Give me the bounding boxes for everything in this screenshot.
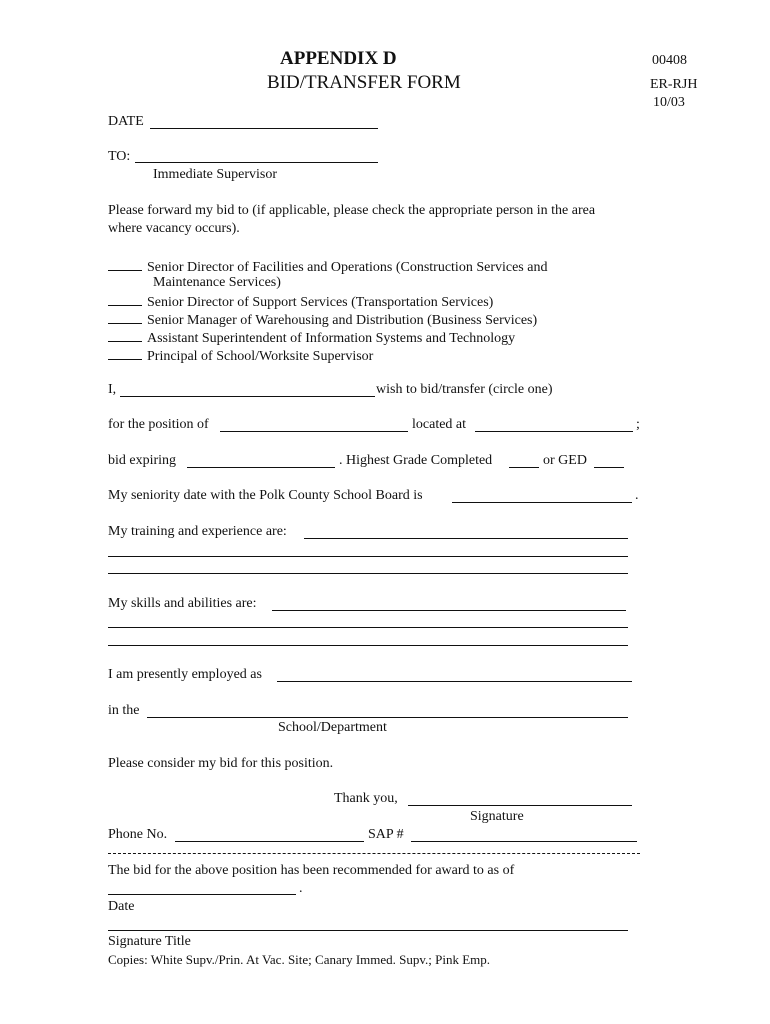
phone-field[interactable] (175, 841, 364, 842)
employed-as-field[interactable] (277, 681, 632, 682)
option-label: Assistant Superintendent of Information Systems and Technology (147, 331, 516, 346)
form-author-code: ER-RJH (650, 77, 698, 92)
thank-you-text: Thank you, (334, 791, 398, 806)
option-label: Senior Director of Support Services (Transportation Services) (147, 295, 494, 310)
form-subtitle: BID/TRANSFER FORM (267, 72, 461, 93)
school-department-field[interactable] (147, 717, 628, 718)
option-checkbox[interactable] (108, 291, 142, 306)
phone-label: Phone No. (108, 827, 168, 842)
semicolon: ; (636, 417, 640, 432)
training-label: My training and experience are: (108, 524, 287, 539)
wish-text: wish to bid/transfer (circle one) (376, 382, 553, 397)
supervisor-field[interactable] (135, 162, 378, 163)
training-field-line-1[interactable] (304, 538, 628, 539)
option-label: Senior Director of Facilities and Operations (Construction Services and (147, 260, 548, 275)
school-department-caption: School/Department (278, 720, 387, 735)
ged-label: or GED (543, 453, 587, 468)
option-facilities-cont: Maintenance Services) (153, 275, 281, 290)
position-label: for the position of (108, 417, 209, 432)
form-code: 00408 (652, 53, 687, 68)
skills-field-line-2[interactable] (108, 627, 628, 628)
recommended-text: The bid for the above position has been recommended for award to as of (108, 863, 515, 878)
option-checkbox[interactable] (108, 256, 142, 271)
sap-field[interactable] (411, 841, 637, 842)
skills-field-line-3[interactable] (108, 645, 628, 646)
i-label: I, (108, 382, 117, 397)
signature-field[interactable] (408, 805, 632, 806)
training-field-line-2[interactable] (108, 556, 628, 557)
in-the-label: in the (108, 703, 140, 718)
form-revision-date: 10/03 (653, 95, 685, 110)
option-label: Principal of School/Worksite Supervisor (147, 349, 374, 364)
option-label: Senior Manager of Warehousing and Distribution (Business Services) (147, 313, 538, 328)
recommended-period: . (299, 881, 303, 896)
date-label: DATE (108, 114, 144, 129)
location-field[interactable] (475, 431, 633, 432)
seniority-date-field[interactable] (452, 502, 632, 503)
instruction-line-1: Please forward my bid to (if applicable, please check the appropriate person in the area (108, 203, 596, 218)
cut-line-divider (108, 853, 640, 854)
skills-field-line-1[interactable] (272, 610, 626, 611)
skills-label: My skills and abilities are: (108, 596, 257, 611)
instruction-line-2: where vacancy occurs). (108, 221, 240, 236)
date-caption: Date (108, 899, 135, 914)
position-field[interactable] (220, 431, 408, 432)
located-label: located at (412, 417, 467, 432)
to-label: TO: (108, 149, 131, 164)
date-field[interactable] (150, 128, 378, 129)
signature-title-field[interactable] (108, 930, 628, 931)
consider-text: Please consider my bid for this position. (108, 756, 334, 771)
sap-label: SAP # (368, 827, 404, 842)
supervisor-caption: Immediate Supervisor (153, 167, 278, 182)
highest-grade-label: . Highest Grade Completed (339, 453, 493, 468)
signature-title-caption: Signature Title (108, 934, 191, 949)
name-field[interactable] (120, 396, 375, 397)
option-checkbox[interactable] (108, 327, 142, 342)
employed-label: I am presently employed as (108, 667, 262, 682)
highest-grade-field[interactable] (509, 467, 539, 468)
signature-caption: Signature (470, 809, 524, 824)
recommended-date-field[interactable] (108, 894, 296, 895)
form-title: APPENDIX D (280, 48, 397, 69)
bid-expiring-field[interactable] (187, 467, 335, 468)
option-checkbox[interactable] (108, 309, 142, 324)
seniority-label: My seniority date with the Polk County School Board is (108, 488, 423, 503)
ged-field[interactable] (594, 467, 624, 468)
training-field-line-3[interactable] (108, 573, 628, 574)
seniority-period: . (635, 488, 639, 503)
copies-note: Copies: White Supv./Prin. At Vac. Site; Canary Immed. Supv.; Pink Emp. (108, 952, 491, 967)
option-principal (108, 345, 373, 366)
bid-expiring-label: bid expiring (108, 453, 177, 468)
option-checkbox[interactable] (108, 345, 142, 360)
